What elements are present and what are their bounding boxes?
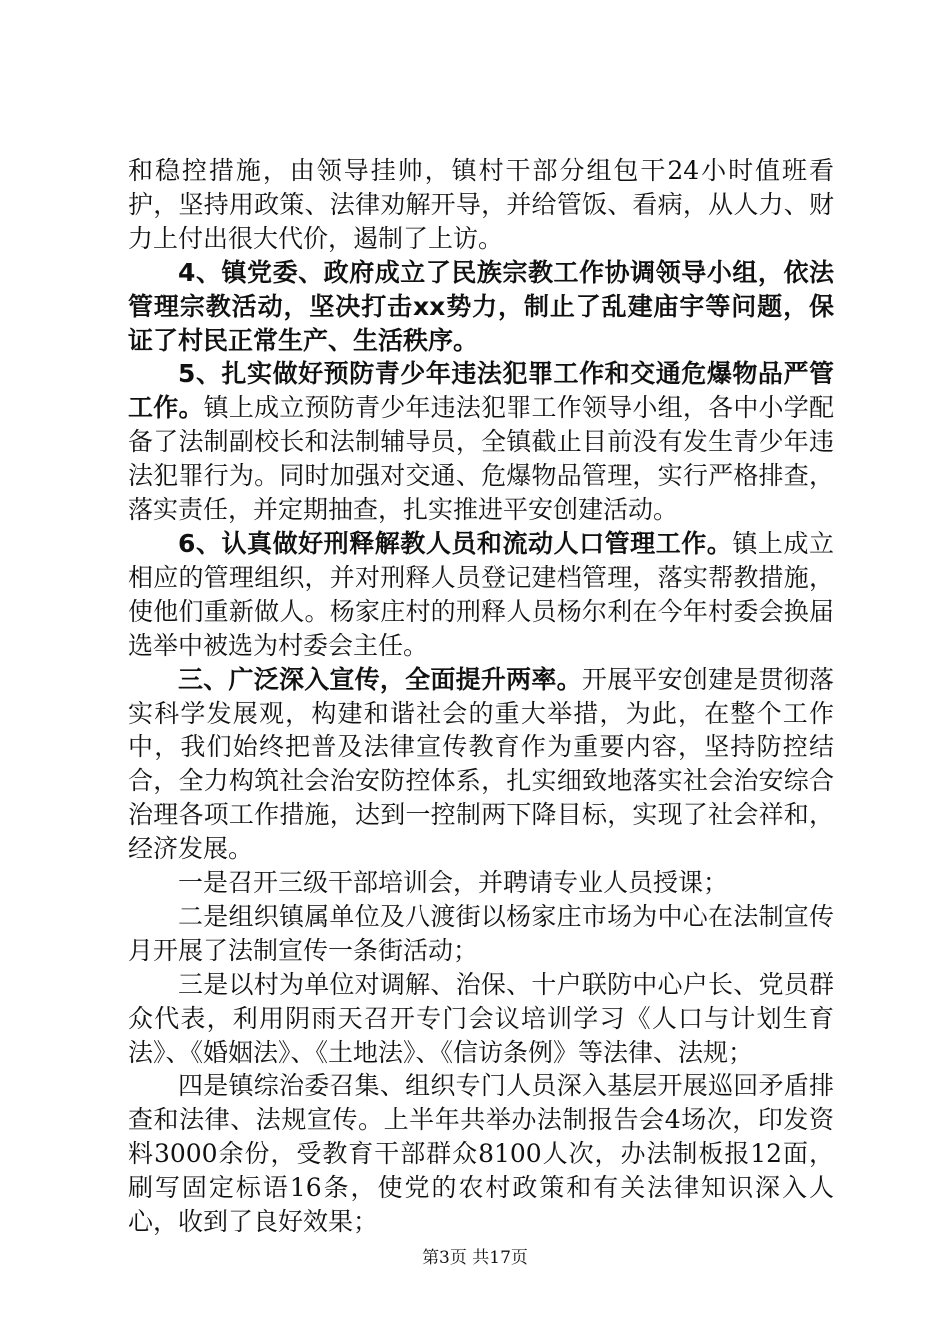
paragraph-9: 四是镇综治委召集、组织专门人员深入基层开展巡回矛盾排查和法律、法规宣传。上半年共举办法制报告会4场次，印发资料3000余份，受教育干部群众8100人次，办法制板报12面，刷写固定标语16条，使党的农村政策和有关法律知识深入人心，收到了良好效果； <box>128 1071 834 1237</box>
paragraph-1: 和稳控措施，由领导挂帅，镇村干部分组包干24小时值班看护，坚持用政策、法律劝解开导，并给管饭、看病，从人力、财力上付出很大代价，遏制了上访。 <box>128 156 834 253</box>
paragraph-5-heading: 三、广泛深入宣传，全面提升两率。 <box>178 664 582 694</box>
paragraph-4-heading: 6、认真做好刑释解教人员和流动人口管理工作。 <box>178 528 733 558</box>
paragraph-6: 一是召开三级干部培训会，并聘请专业人员授课； <box>178 868 729 898</box>
page-footer: 第3页 共17页 <box>422 1248 528 1268</box>
paragraph-4-text: 镇上成立相应的管理组织，并对刑释人员登记建档管理，落实帮教措施，使他们重新做人。杨家庄村的刑释人员杨尔利在今年村委会换届选举中被选为村委会主任。 <box>128 528 834 660</box>
paragraph-3 <box>128 357 834 527</box>
paragraph-4 <box>128 527 834 663</box>
paragraph-5-text: 开展平安创建是贯彻落实科学发展观，构建和谐社会的重大举措，为此，在整个工作中，我们始终把普及法律宣传教育作为重要内容，坚持防控结合，全力构筑社会治安防控体系，扎实细致地落实社会治安综合治理各项工作措施，达到一控制两下降目标，实现了社会祥和，经济发展。 <box>128 664 834 864</box>
paragraph-3-text: 镇上成立预防青少年违法犯罪工作领导小组，各中小学配备了法制副校长和法制辅导员，全镇截止目前没有发生青少年违法犯罪行为。同时加强对交通、危爆物品管理，实行严格排查，落实责任，并定期抽查，扎实推进平安创建活动。 <box>128 393 834 525</box>
paragraph-7: 二是组织镇属单位及八渡街以杨家庄市场为中心在法制宣传月开展了法制宣传一条街活动； <box>128 901 834 965</box>
paragraph-8: 三是以村为单位对调解、治保、十户联防中心户长、党员群众代表，利用阴雨天召开专门会议培训学习《人口与计划生育法》、《婚姻法》、《土地法》、《信访条例》等法律、法规； <box>128 969 834 1067</box>
paragraph-5 <box>128 663 834 866</box>
paragraph-3-heading: 5、扎实做好预防青少年违法犯罪工作和交通危爆物品严管工作。 <box>128 359 834 423</box>
document-body <box>128 154 834 1239</box>
paragraph-2: 4、镇党委、政府成立了民族宗教工作协调领导小组，依法管理宗教活动，坚决打击xx势力，制止了乱建庙宇等问题，保证了村民正常生产、生活秩序。 <box>128 257 834 355</box>
